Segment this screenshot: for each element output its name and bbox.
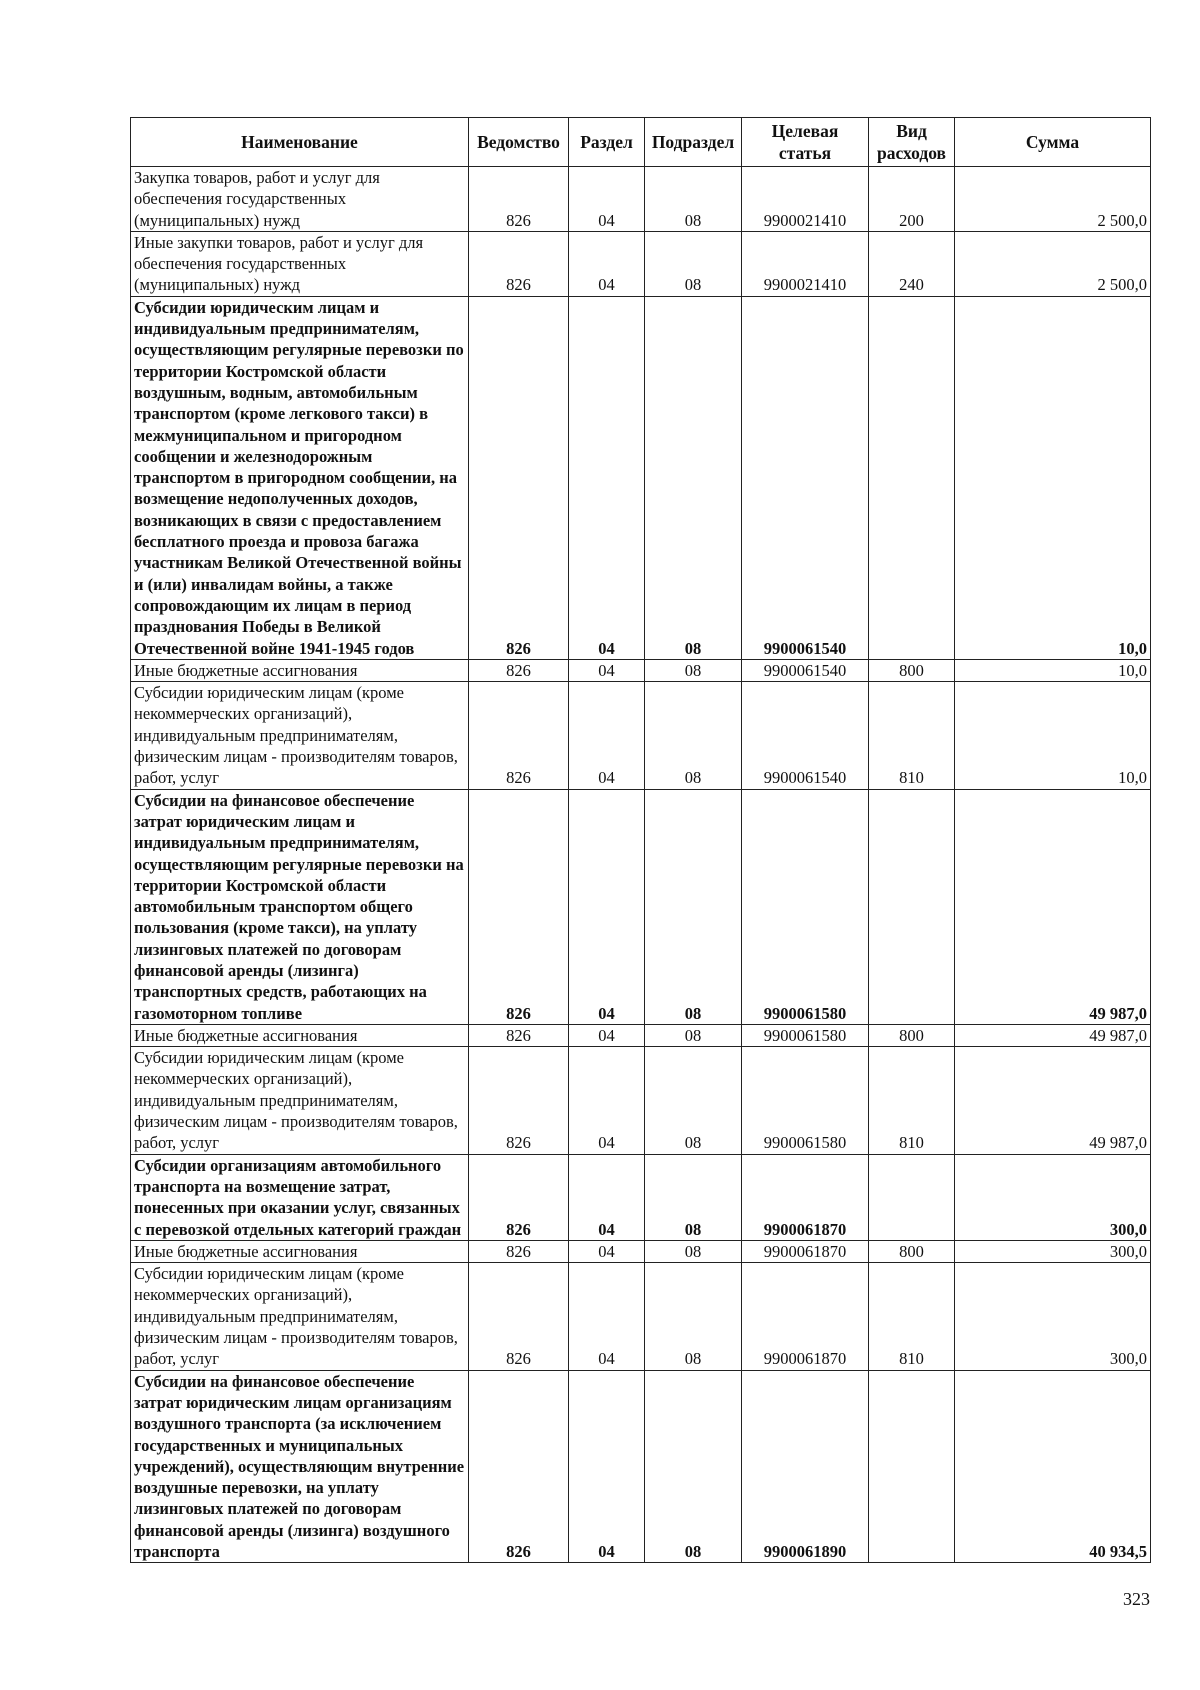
cell-kind <box>869 1370 955 1563</box>
cell-section: 04 <box>569 296 645 659</box>
cell-sum: 49 987,0 <box>955 1047 1151 1154</box>
page-number: 323 <box>1123 1589 1150 1609</box>
cell-subsection: 08 <box>645 789 742 1024</box>
cell-kind <box>869 789 955 1024</box>
cell-name: Иные бюджетные ассигнования <box>131 659 469 681</box>
cell-name: Закупка товаров, работ и услуг для обеспечения государственных (муниципальных) нужд <box>131 167 469 232</box>
header-target: Целевая статья <box>742 118 869 167</box>
cell-dept: 826 <box>469 296 569 659</box>
cell-section: 04 <box>569 1370 645 1563</box>
cell-section: 04 <box>569 1154 645 1240</box>
table-row <box>131 167 1151 232</box>
cell-sum: 2 500,0 <box>955 167 1151 232</box>
cell-name: Иные бюджетные ассигнования <box>131 1024 469 1046</box>
cell-target: 9900021410 <box>742 167 869 232</box>
cell-subsection: 08 <box>645 296 742 659</box>
cell-target: 9900021410 <box>742 231 869 296</box>
cell-dept: 826 <box>469 789 569 1024</box>
cell-target: 9900061890 <box>742 1370 869 1563</box>
cell-kind: 800 <box>869 1024 955 1046</box>
cell-subsection: 08 <box>645 231 742 296</box>
cell-target: 9900061870 <box>742 1263 869 1370</box>
cell-sum: 300,0 <box>955 1240 1151 1262</box>
table-row <box>131 1024 1151 1046</box>
cell-kind <box>869 296 955 659</box>
cell-target: 9900061870 <box>742 1240 869 1262</box>
cell-dept: 826 <box>469 167 569 232</box>
cell-target: 9900061540 <box>742 296 869 659</box>
cell-subsection: 08 <box>645 1263 742 1370</box>
cell-kind: 800 <box>869 1240 955 1262</box>
cell-sum: 10,0 <box>955 659 1151 681</box>
cell-target: 9900061540 <box>742 659 869 681</box>
table-row <box>131 1263 1151 1370</box>
cell-name: Субсидии на финансовое обеспечение затрат юридическим лицам и индивидуальным предпринимателям, осуществляющим регулярные перевозки на территории Костромской области автомобильным транспортом общего пользования (кроме такси), на уплату лизинговых платежей по договорам финансовой аренды (лизинга) транспортных средств, работающих на газомоторном топливе <box>131 789 469 1024</box>
cell-sum: 49 987,0 <box>955 789 1151 1024</box>
cell-dept: 826 <box>469 1263 569 1370</box>
cell-dept: 826 <box>469 1047 569 1154</box>
cell-target: 9900061580 <box>742 1047 869 1154</box>
cell-dept: 826 <box>469 1024 569 1046</box>
table-body <box>131 167 1151 1563</box>
header-name: Наименование <box>131 118 469 167</box>
cell-name: Субсидии на финансовое обеспечение затрат юридическим лицам организациям воздушного транспорта (за исключением государственных и муниципальных учреждений), осуществляющим внутренние воздушные перевозки, на уплату лизинговых платежей по договорам финансовой аренды (лизинга) воздушного транспорта <box>131 1370 469 1563</box>
cell-kind: 810 <box>869 682 955 789</box>
cell-kind: 800 <box>869 659 955 681</box>
table-row <box>131 231 1151 296</box>
cell-kind: 240 <box>869 231 955 296</box>
cell-section: 04 <box>569 789 645 1024</box>
cell-target: 9900061870 <box>742 1154 869 1240</box>
table-row <box>131 1154 1151 1240</box>
header-subsection: Подраздел <box>645 118 742 167</box>
cell-subsection: 08 <box>645 1240 742 1262</box>
cell-dept: 826 <box>469 1240 569 1262</box>
cell-subsection: 08 <box>645 659 742 681</box>
cell-section: 04 <box>569 231 645 296</box>
cell-target: 9900061580 <box>742 1024 869 1046</box>
header-kind: Вид расходов <box>869 118 955 167</box>
table-row <box>131 296 1151 659</box>
cell-name: Субсидии юридическим лицам (кроме некоммерческих организаций), индивидуальным предпринимателям, физическим лицам - производителям товаров, работ, услуг <box>131 682 469 789</box>
table-row <box>131 1370 1151 1563</box>
cell-subsection: 08 <box>645 1024 742 1046</box>
cell-target: 9900061580 <box>742 789 869 1024</box>
cell-kind: 810 <box>869 1263 955 1370</box>
table-row <box>131 659 1151 681</box>
table-row <box>131 1047 1151 1154</box>
cell-target: 9900061540 <box>742 682 869 789</box>
header-sum: Сумма <box>955 118 1151 167</box>
cell-section: 04 <box>569 659 645 681</box>
cell-sum: 2 500,0 <box>955 231 1151 296</box>
cell-name: Субсидии юридическим лицам и индивидуальным предпринимателям, осуществляющим регулярные перевозки по территории Костромской области воздушным, водным, автомобильным транспортом (кроме легкового такси) в межмуниципальном и пригородном сообщении и железнодорожным транспортом в пригородном сообщении, на возмещение недополученных доходов, возникающих в связи с предоставлением бесплатного проезда и провоза багажа участникам Великой Отечественной войны и (или) инвалидам войны, а также сопровождающим их лицам в период празднования Победы в Великой Отечественной войне 1941-1945 годов <box>131 296 469 659</box>
cell-subsection: 08 <box>645 1047 742 1154</box>
cell-name: Субсидии юридическим лицам (кроме некоммерческих организаций), индивидуальным предпринимателям, физическим лицам - производителям товаров, работ, услуг <box>131 1263 469 1370</box>
budget-table <box>130 117 1151 1563</box>
cell-sum: 10,0 <box>955 682 1151 789</box>
cell-name: Субсидии организациям автомобильного транспорта на возмещение затрат, понесенных при оказании услуг, связанных с перевозкой отдельных категорий граждан <box>131 1154 469 1240</box>
cell-section: 04 <box>569 167 645 232</box>
cell-sum: 10,0 <box>955 296 1151 659</box>
cell-subsection: 08 <box>645 167 742 232</box>
cell-name: Иные бюджетные ассигнования <box>131 1240 469 1262</box>
cell-section: 04 <box>569 1024 645 1046</box>
cell-dept: 826 <box>469 682 569 789</box>
cell-dept: 826 <box>469 659 569 681</box>
cell-dept: 826 <box>469 231 569 296</box>
cell-section: 04 <box>569 1047 645 1154</box>
cell-sum: 300,0 <box>955 1154 1151 1240</box>
header-section: Раздел <box>569 118 645 167</box>
table-row <box>131 789 1151 1024</box>
cell-section: 04 <box>569 1263 645 1370</box>
cell-name: Иные закупки товаров, работ и услуг для обеспечения государственных (муниципальных) нужд <box>131 231 469 296</box>
cell-subsection: 08 <box>645 1154 742 1240</box>
cell-section: 04 <box>569 682 645 789</box>
cell-kind: 810 <box>869 1047 955 1154</box>
cell-dept: 826 <box>469 1370 569 1563</box>
cell-subsection: 08 <box>645 682 742 789</box>
cell-sum: 49 987,0 <box>955 1024 1151 1046</box>
header-dept: Ведомство <box>469 118 569 167</box>
cell-subsection: 08 <box>645 1370 742 1563</box>
cell-name: Субсидии юридическим лицам (кроме некоммерческих организаций), индивидуальным предпринимателям, физическим лицам - производителям товаров, работ, услуг <box>131 1047 469 1154</box>
cell-kind: 200 <box>869 167 955 232</box>
cell-sum: 40 934,5 <box>955 1370 1151 1563</box>
table-header-row <box>131 118 1151 167</box>
table-row <box>131 682 1151 789</box>
cell-section: 04 <box>569 1240 645 1262</box>
table-row <box>131 1240 1151 1262</box>
cell-sum: 300,0 <box>955 1263 1151 1370</box>
cell-kind <box>869 1154 955 1240</box>
cell-dept: 826 <box>469 1154 569 1240</box>
